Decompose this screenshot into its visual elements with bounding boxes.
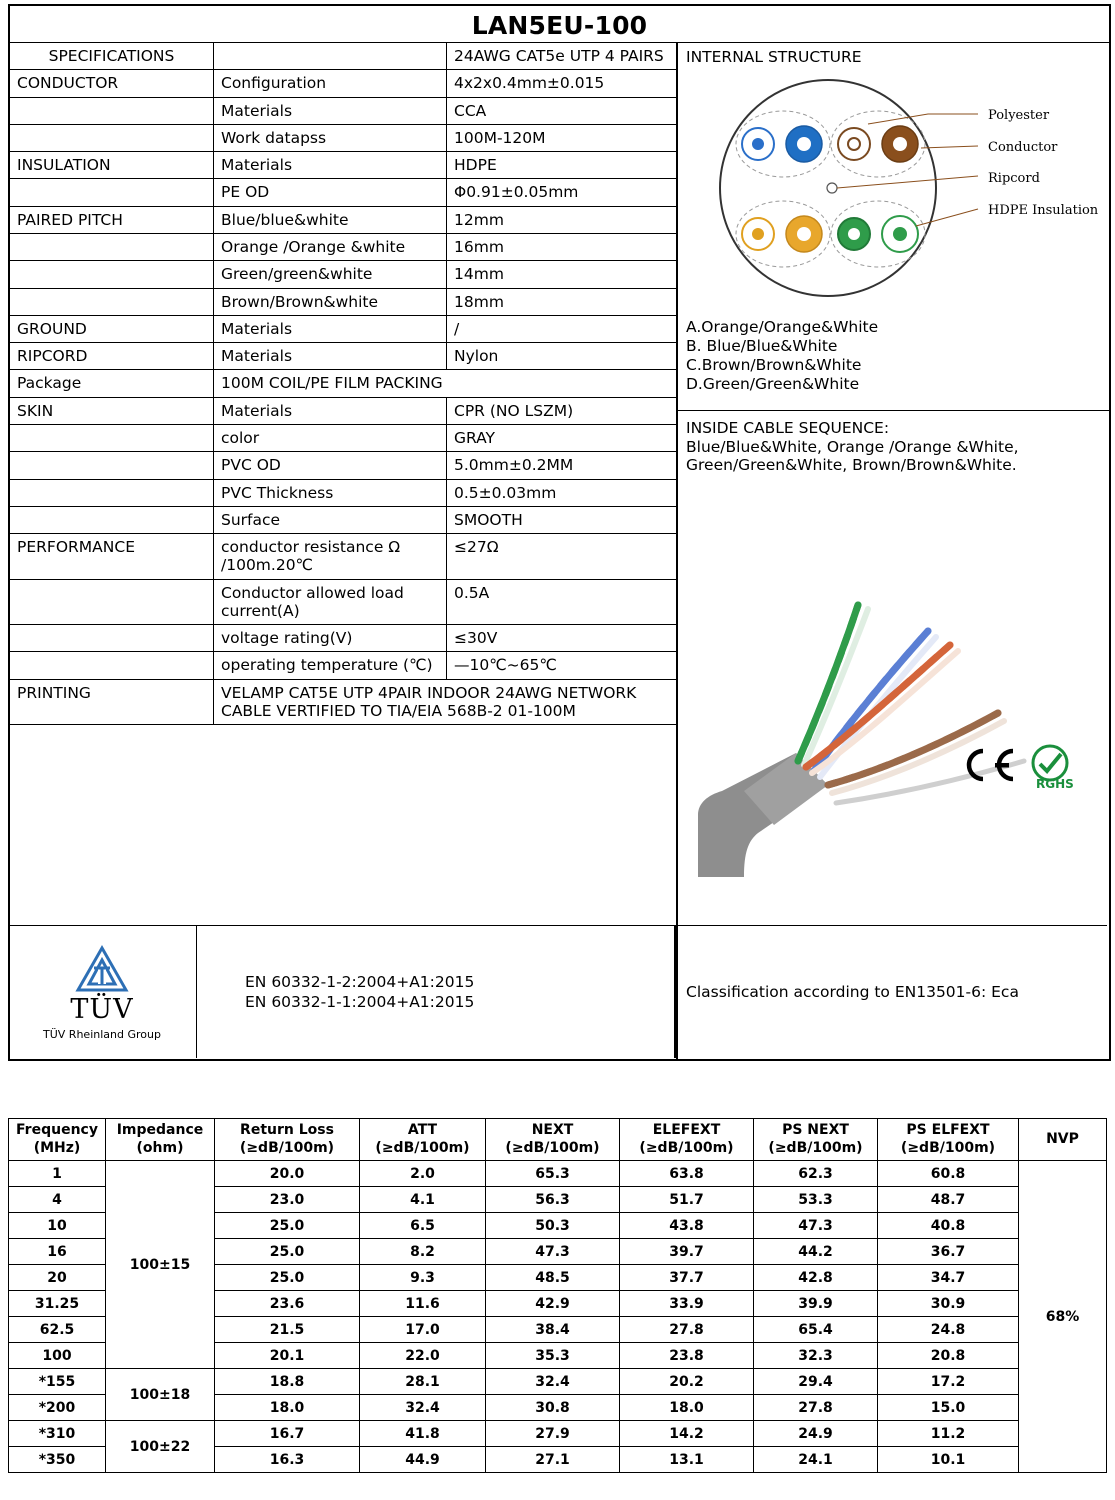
spec-value-cell: CPR (NO LSZM) [447,397,677,424]
cell-return-loss: 16.3 [215,1447,360,1473]
cell-return-loss: 16.7 [215,1421,360,1447]
en-standards-cell [197,926,676,1058]
sequence-line-2: Green/Green&White, Brown/Brown&White. [686,456,1017,475]
tuv-subtitle: TÜV Rheinland Group [43,1027,161,1041]
table-row [9,1161,1107,1187]
table-row [10,288,676,315]
performance-table-wrap [8,1118,1107,1473]
product-title-bar [8,4,1111,44]
spec-category-cell [10,625,214,652]
cell-frequency: *350 [9,1447,106,1473]
spec-category-cell: Package [10,370,214,397]
performance-table [8,1118,1107,1473]
cell-att: 6.5 [360,1213,486,1239]
specification-table-column [10,43,678,1059]
col-att-l1: ATT [407,1122,438,1138]
cell-frequency: 62.5 [9,1317,106,1343]
table-row [10,370,676,397]
cell-ps-elfext: 24.8 [878,1317,1019,1343]
spec-value-cell: 5.0mm±0.2MM [447,452,677,479]
col-next-l1: NEXT [531,1122,574,1138]
cell-ps-next: 24.9 [754,1421,878,1447]
spec-category-cell: RIPCORD [10,343,214,370]
cell-elefext: 18.0 [620,1395,754,1421]
cell-return-loss: 20.0 [215,1161,360,1187]
tuv-logo [8,926,197,1058]
col-elefext-l2: (≥dB/100m) [639,1139,734,1156]
cell-ps-next: 42.8 [754,1265,878,1291]
label-conductor: Conductor [988,140,1058,155]
table-row [9,1421,1107,1447]
spec-category-cell: PAIRED PITCH [10,206,214,233]
cell-att: 11.6 [360,1291,486,1317]
classification-cell: Classification according to EN13501-6: Eca [686,983,1019,1001]
cell-att: 28.1 [360,1369,486,1395]
cell-frequency: *310 [9,1421,106,1447]
spec-value-cell: 16mm [447,233,677,260]
col-frequency-l2: (MHz) [33,1139,81,1156]
cell-next: 27.1 [486,1447,620,1473]
col-ps-next [754,1119,878,1161]
col-ps-elfext-l1: PS ELFEXT [906,1122,990,1138]
page-title: LAN5EU-100 [471,10,648,40]
cell-nvp: 68% [1019,1161,1107,1473]
spec-property-cell: PE OD [214,179,447,206]
table-row [10,424,676,451]
col-nvp-l1: NVP [1046,1130,1079,1147]
spec-category-cell: SKIN [10,397,214,424]
cell-att: 17.0 [360,1317,486,1343]
internal-structure-title: INTERNAL STRUCTURE [686,48,862,66]
table-row [10,343,676,370]
cell-return-loss: 20.1 [215,1343,360,1369]
cell-att: 22.0 [360,1343,486,1369]
spec-property-cell: Conductor allowed load current(A) [214,579,447,625]
cell-elefext: 13.1 [620,1447,754,1473]
label-polyester: Polyester [988,108,1050,123]
spec-property-cell: Surface [214,506,447,533]
cell-frequency: 20 [9,1265,106,1291]
spec-property-cell: color [214,424,447,451]
spec-value-cell: 12mm [447,206,677,233]
cell-impedance: 100±15 [106,1161,215,1369]
cell-return-loss: 23.0 [215,1187,360,1213]
cell-ps-elfext: 36.7 [878,1239,1019,1265]
certificates-row [8,925,1107,1058]
cable-photo-svg [678,485,1107,877]
table-row [10,261,676,288]
spec-value-cell: —10℃~65℃ [447,652,677,679]
cell-elefext: 27.8 [620,1317,754,1343]
cell-att: 32.4 [360,1395,486,1421]
cell-att: 4.1 [360,1187,486,1213]
spec-property-cell: PVC OD [214,452,447,479]
spec-value-cell: ≤30V [447,625,677,652]
cell-elefext: 23.8 [620,1343,754,1369]
spec-value-cell: Nylon [447,343,677,370]
structure-column [678,43,1109,1059]
spec-value-cell: 0.5±0.03mm [447,479,677,506]
table-row [10,315,676,342]
spec-value-cell: 4x2x0.4mm±0.015 [447,70,677,97]
cell-ps-elfext: 11.2 [878,1421,1019,1447]
cell-ps-next: 44.2 [754,1239,878,1265]
cell-impedance: 100±22 [106,1421,215,1473]
cell-frequency: 31.25 [9,1291,106,1317]
cable-cross-section-diagram [678,66,1109,318]
cell-frequency: 1 [9,1161,106,1187]
col-return-loss-l2: (≥dB/100m) [239,1139,335,1156]
specification-block [8,42,1111,1061]
pair-legend-item: A.Orange/Orange&White [686,318,879,336]
col-next-l2: (≥dB/100m) [505,1139,600,1156]
spec-value-cell: 100M COIL/PE FILM PACKING [214,370,677,397]
col-nvp [1019,1119,1107,1161]
spec-category-cell [10,124,214,151]
cell-return-loss: 25.0 [215,1239,360,1265]
cell-ps-next: 39.9 [754,1291,878,1317]
spec-value-cell: 14mm [447,261,677,288]
spec-property-cell: Materials [214,315,447,342]
spec-value-cell: SMOOTH [447,506,677,533]
cell-elefext: 37.7 [620,1265,754,1291]
spec-value-cell: Φ0.91±0.05mm [447,179,677,206]
cell-return-loss: 25.0 [215,1213,360,1239]
cable-photo [678,485,1109,877]
cell-frequency: 16 [9,1239,106,1265]
cell-att: 44.9 [360,1447,486,1473]
col-return-loss-l1: Return Loss [240,1122,334,1138]
col-frequency [9,1119,106,1161]
cell-ps-next: 27.8 [754,1395,878,1421]
spec-category-cell [10,452,214,479]
spec-property-cell: Materials [214,397,447,424]
col-elefext-l1: ELEFEXT [652,1122,721,1138]
spec-value-cell: HDPE [447,152,677,179]
col-impedance-l2: (ohm) [136,1139,184,1156]
cross-section-svg [678,66,1107,318]
spec-value-cell: VELAMP CAT5E UTP 4PAIR INDOOR 24AWG NETWORK CABLE VERTIFIED TO TIA/EIA 568B-2 01-100M [214,679,677,725]
spec-category-cell [10,261,214,288]
cell-ps-elfext: 30.9 [878,1291,1019,1317]
spec-category-cell: GROUND [10,315,214,342]
spec-category-cell [10,424,214,451]
ce-mark-icon [961,748,1021,782]
table-row [10,579,676,625]
table-row [10,652,676,679]
cell-next: 38.4 [486,1317,620,1343]
cell-elefext: 33.9 [620,1291,754,1317]
cell-return-loss: 23.6 [215,1291,360,1317]
spec-category-cell [10,652,214,679]
col-att [360,1119,486,1161]
spec-value-cell: 100M-120M [447,124,677,151]
cell-frequency: 100 [9,1343,106,1369]
cell-next: 56.3 [486,1187,620,1213]
inside-cable-sequence [678,411,1109,486]
cell-ps-elfext: 34.7 [878,1265,1019,1291]
cell-att: 9.3 [360,1265,486,1291]
spec-property-cell: PVC Thickness [214,479,447,506]
spec-category-cell [10,288,214,315]
cell-ps-elfext: 48.7 [878,1187,1019,1213]
table-row [10,206,676,233]
spec-category-cell: CONDUCTOR [10,70,214,97]
table-row [10,452,676,479]
spec-value-cell: 18mm [447,288,677,315]
cell-ps-next: 29.4 [754,1369,878,1395]
spec-property-cell: conductor resistance Ω /100m.20℃ [214,534,447,580]
pair-legend-item: B. Blue/Blue&White [686,336,838,355]
cell-ps-next: 24.1 [754,1447,878,1473]
table-header-row [9,1119,1107,1161]
table-row [10,534,676,580]
pair-legend-item: C.Brown/Brown&White [686,355,862,374]
cell-ps-elfext: 40.8 [878,1213,1019,1239]
cell-frequency: 10 [9,1213,106,1239]
cell-elefext: 63.8 [620,1161,754,1187]
table-row [10,397,676,424]
tuv-triangle-icon [74,944,130,994]
spec-property-cell: Green/green&white [214,261,447,288]
cell-next: 30.8 [486,1395,620,1421]
cell-att: 41.8 [360,1421,486,1447]
cell-att: 2.0 [360,1161,486,1187]
col-impedance-l1: Impedance [116,1122,204,1138]
col-ps-next-l1: PS NEXT [782,1122,849,1138]
col-att-l2: (≥dB/100m) [375,1139,470,1156]
cell-elefext: 14.2 [620,1421,754,1447]
spec-property-cell: voltage rating(V) [214,625,447,652]
label-ripcord: Ripcord [988,171,1040,186]
cell-ps-elfext: 10.1 [878,1447,1019,1473]
cell-elefext: 43.8 [620,1213,754,1239]
cell-ps-elfext: 60.8 [878,1161,1019,1187]
spec-category-cell [10,579,214,625]
spec-property-cell: Materials [214,152,447,179]
cell-next: 48.5 [486,1265,620,1291]
cell-next: 27.9 [486,1421,620,1447]
table-row [10,97,676,124]
cell-next: 35.3 [486,1343,620,1369]
spec-category-cell [10,97,214,124]
en-standard-line-1: EN 60332-1-2:2004+A1:2015 [245,972,475,991]
cell-next: 42.9 [486,1291,620,1317]
col-frequency-l1: Frequency [16,1122,98,1138]
cell-ps-next: 47.3 [754,1213,878,1239]
table-row [10,70,676,97]
label-hdpe-insulation: HDPE Insulation [988,203,1099,218]
table-row [10,679,676,725]
table-row [10,625,676,652]
spec-property-cell: operating temperature (℃) [214,652,447,679]
rohs-label: RGHS [1036,777,1074,792]
table-row [10,43,676,70]
spec-property-cell: Orange /Orange &white [214,233,447,260]
table-row [10,124,676,151]
cell-frequency: *200 [9,1395,106,1421]
col-ps-elfext [878,1119,1019,1161]
pair-legend [678,318,1109,394]
cell-return-loss: 25.0 [215,1265,360,1291]
spec-category-cell [10,506,214,533]
table-row [10,179,676,206]
spec-category-cell: PERFORMANCE [10,534,214,580]
table-row [10,233,676,260]
cell-frequency: *155 [9,1369,106,1395]
cell-frequency: 4 [9,1187,106,1213]
col-next [486,1119,620,1161]
spec-value-cell: 0.5A [447,579,677,625]
cell-ps-elfext: 17.2 [878,1369,1019,1395]
spec-property-cell: Brown/Brown&white [214,288,447,315]
tuv-name: TÜV [70,993,134,1025]
spec-category-cell: PRINTING [10,679,214,725]
cell-ps-next: 53.3 [754,1187,878,1213]
pair-legend-item: D.Green/Green&White [686,374,860,393]
cell-next: 65.3 [486,1161,620,1187]
specification-table [10,43,676,725]
cell-elefext: 20.2 [620,1369,754,1395]
table-row [10,506,676,533]
table-row [10,152,676,179]
cell-return-loss: 18.8 [215,1369,360,1395]
spec-property-cell: Work datapss [214,124,447,151]
cell-next: 32.4 [486,1369,620,1395]
col-ps-elfext-l2: (≥dB/100m) [900,1139,996,1156]
spec-property-cell: Materials [214,97,447,124]
table-row [10,479,676,506]
cell-return-loss: 21.5 [215,1317,360,1343]
en-standard-line-2: EN 60332-1-1:2004+A1:2015 [245,993,475,1011]
spec-category-cell: INSULATION [10,152,214,179]
cell-elefext: 39.7 [620,1239,754,1265]
spec-value-cell: / [447,315,677,342]
spec-property-cell: Blue/blue&white [214,206,447,233]
cell-ps-next: 32.3 [754,1343,878,1369]
cell-ps-next: 62.3 [754,1161,878,1187]
cell-next: 47.3 [486,1239,620,1265]
col-ps-next-l2: (≥dB/100m) [768,1139,863,1156]
col-elefext [620,1119,754,1161]
spec-category-cell [10,233,214,260]
spec-value-cell: CCA [447,97,677,124]
spec-header-col2 [214,43,447,70]
rohs-mark-icon [1028,743,1084,791]
cell-next: 50.3 [486,1213,620,1239]
spec-value-cell: ≤27Ω [447,534,677,580]
cell-att: 8.2 [360,1239,486,1265]
spec-header-col3: 24AWG CAT5e UTP 4 PAIRS [447,43,677,70]
cell-ps-next: 65.4 [754,1317,878,1343]
sequence-line-1: Blue/Blue&White, Orange /Orange &White, [686,437,1019,456]
spec-property-cell: Configuration [214,70,447,97]
col-return-loss [215,1119,360,1161]
spec-value-cell: GRAY [447,424,677,451]
spec-category-cell [10,179,214,206]
spec-header-col1: SPECIFICATIONS [10,43,214,70]
cell-impedance: 100±18 [106,1369,215,1421]
cell-return-loss: 18.0 [215,1395,360,1421]
cell-ps-elfext: 20.8 [878,1343,1019,1369]
spec-property-cell: Materials [214,343,447,370]
col-impedance [106,1119,215,1161]
cell-elefext: 51.7 [620,1187,754,1213]
cell-ps-elfext: 15.0 [878,1395,1019,1421]
sequence-title: INSIDE CABLE SEQUENCE: [686,418,890,437]
table-row [9,1369,1107,1395]
spec-category-cell [10,479,214,506]
